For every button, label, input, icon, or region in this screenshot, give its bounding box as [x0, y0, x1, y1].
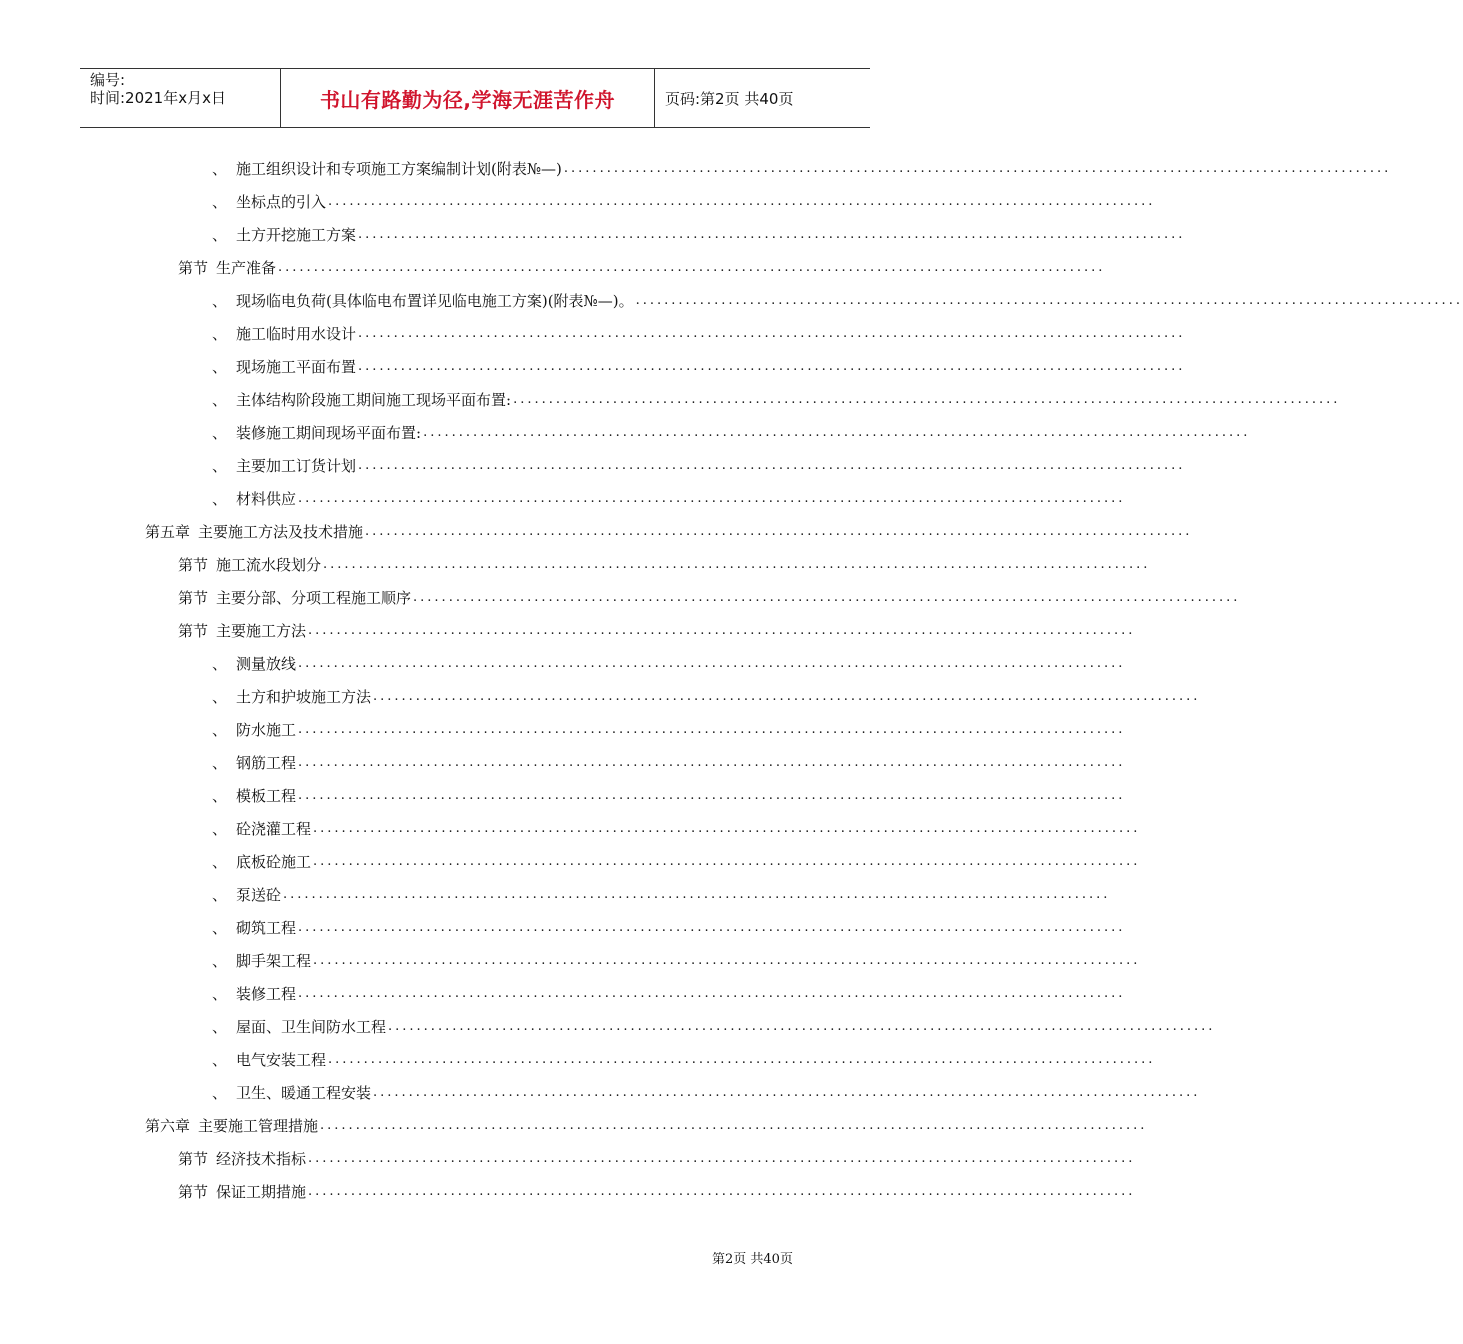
toc-entry[interactable]: [0, 515, 1193, 548]
toc-leader-dots: ....................................................................................................................: [313, 953, 1141, 968]
toc-entry-text: 脚手架工程: [236, 952, 312, 970]
toc-leader-dots: ....................................................................................................................: [298, 788, 1126, 803]
toc-entry-text: 电气安装工程: [236, 1051, 327, 1069]
toc-leader-dots: ....................................................................................................................: [298, 755, 1126, 770]
toc-entry-text: 现场施工平面布置: [236, 358, 357, 376]
toc-entry-text: 施工组织设计和专项施工方案编制计划(附表№—): [236, 160, 562, 178]
toc-entry-prefix: 第节: [178, 1150, 209, 1168]
toc-entry-title: [212, 686, 371, 707]
toc-entry-title: [212, 785, 296, 806]
toc-entry-title: [212, 422, 421, 443]
footer-page-number: 第2页 共40页: [712, 1252, 793, 1267]
toc-entry-text: 测量放线: [236, 655, 297, 673]
toc-entry-text: 主要施工方法: [216, 622, 307, 640]
toc-entry-title: [178, 587, 411, 608]
toc-entry-prefix: 、: [212, 655, 228, 673]
document-number-label: 编号:: [90, 71, 126, 89]
toc-entry[interactable]: [0, 746, 1126, 779]
toc-leader-dots: ....................................................................................................................: [320, 1118, 1148, 1133]
toc-entry-prefix: 、: [212, 391, 228, 409]
toc-entry-prefix: 第节: [178, 259, 209, 277]
toc-entry[interactable]: [0, 647, 1126, 680]
toc-entry-title: [145, 1115, 318, 1136]
toc-leader-dots: ....................................................................................................................: [388, 1019, 1216, 1034]
toc-entry-prefix: 第节: [178, 556, 209, 574]
toc-entry-text: 生产准备: [216, 259, 277, 277]
toc-entry-text: 现场临电负荷(具体临电布置详见临电施工方案)(附表№—)。: [236, 292, 634, 310]
toc-entry-title: [212, 455, 356, 476]
toc-entry-title: [212, 1049, 326, 1070]
toc-entry-title: [178, 620, 306, 641]
toc-entry-text: 主体结构阶段施工期间施工现场平面布置:: [236, 391, 512, 409]
toc-entry-title: [212, 356, 356, 377]
toc-entry-prefix: 、: [212, 160, 228, 178]
toc-entry[interactable]: [0, 1175, 1136, 1208]
toc-entry[interactable]: [0, 1010, 1216, 1043]
toc-entry[interactable]: [0, 482, 1126, 515]
toc-entry-prefix: 、: [212, 919, 228, 937]
toc-entry[interactable]: [0, 1142, 1136, 1175]
toc-entry-title: [212, 851, 311, 872]
toc-leader-dots: ....................................................................................................................: [358, 359, 1186, 374]
toc-entry-text: 经济技术指标: [216, 1150, 307, 1168]
toc-entry-title: [212, 917, 296, 938]
toc-entry-title: [212, 191, 326, 212]
toc-entry-prefix: 、: [212, 292, 228, 310]
toc-entry-prefix: 、: [212, 325, 228, 343]
toc-entry-title: [178, 1148, 306, 1169]
toc-leader-dots: ....................................................................................................................: [298, 920, 1126, 935]
toc-entry-text: 坐标点的引入: [236, 193, 327, 211]
toc-entry-prefix: 、: [212, 853, 228, 871]
toc-leader-dots: ....................................................................................................................: [635, 293, 1463, 308]
toc-entry-title: [212, 818, 311, 839]
toc-entry[interactable]: [0, 548, 1151, 581]
toc-entry[interactable]: [0, 251, 1106, 284]
toc-entry-prefix: 、: [212, 985, 228, 1003]
toc-entry-text: 钢筋工程: [236, 754, 297, 772]
toc-entry-title: [212, 752, 296, 773]
toc-entry-prefix: 、: [212, 193, 228, 211]
toc-entry-prefix: 、: [212, 490, 228, 508]
toc-leader-dots: ....................................................................................................................: [298, 722, 1126, 737]
toc-leader-dots: ....................................................................................................................: [278, 260, 1106, 275]
toc-entry-text: 施工流水段划分: [216, 556, 322, 574]
toc-entry-text: 土方和护坡施工方法: [236, 688, 372, 706]
toc-entry-text: 施工临时用水设计: [236, 325, 357, 343]
toc-entry-prefix: 、: [212, 754, 228, 772]
header-page-number: 页码:第2页 共40页: [665, 89, 794, 108]
toc-entry[interactable]: [0, 1076, 1201, 1109]
toc-entry[interactable]: [0, 779, 1126, 812]
toc-entry-text: 主要施工方法及技术措施: [198, 523, 364, 541]
toc-entry-title: [212, 719, 296, 740]
toc-entry-title: [212, 323, 356, 344]
page-header: [80, 68, 870, 128]
toc-entry-prefix: 、: [212, 787, 228, 805]
toc-entry-title: [212, 983, 296, 1004]
toc-entry-title: [212, 488, 296, 509]
toc-entry-prefix: 、: [212, 1051, 228, 1069]
header-meta: [80, 69, 281, 127]
toc-entry[interactable]: [0, 416, 1251, 449]
toc-entry-text: 材料供应: [236, 490, 297, 508]
toc-entry-title: [178, 1181, 306, 1202]
toc-entry-text: 装修施工期间现场平面布置:: [236, 424, 422, 442]
toc-entry[interactable]: [0, 185, 1156, 218]
toc-entry[interactable]: [0, 1043, 1156, 1076]
toc-leader-dots: ....................................................................................................................: [298, 491, 1126, 506]
toc-leader-dots: ....................................................................................................................: [323, 557, 1151, 572]
toc-entry-text: 砌筑工程: [236, 919, 297, 937]
toc-leader-dots: ....................................................................................................................: [283, 887, 1111, 902]
document-time-label: 时间:2021年x月x日: [90, 89, 226, 107]
toc-entry[interactable]: [0, 713, 1126, 746]
toc-entry-prefix: 第五章: [145, 523, 191, 541]
toc-entry-text: 主要施工管理措施: [198, 1117, 319, 1135]
toc-entry-title: [212, 950, 311, 971]
toc-leader-dots: ....................................................................................................................: [298, 656, 1126, 671]
toc-entry[interactable]: [0, 152, 1392, 185]
toc-leader-dots: ....................................................................................................................: [308, 1151, 1136, 1166]
toc-entry-prefix: 第节: [178, 1183, 209, 1201]
toc-entry-prefix: 、: [212, 1018, 228, 1036]
toc-entry[interactable]: [0, 317, 1186, 350]
toc-entry-text: 砼浇灌工程: [236, 820, 312, 838]
toc-leader-dots: ....................................................................................................................: [308, 623, 1136, 638]
toc-entry-prefix: 第节: [178, 589, 209, 607]
toc-leader-dots: ....................................................................................................................: [358, 458, 1186, 473]
toc-entry-prefix: 第六章: [145, 1117, 191, 1135]
toc-entry-prefix: 、: [212, 1084, 228, 1102]
toc-entry-title: [178, 554, 321, 575]
toc-entry[interactable]: [0, 383, 1341, 416]
toc-entry-prefix: 、: [212, 358, 228, 376]
toc-entry[interactable]: [0, 449, 1186, 482]
header-motto: 书山有路勤为径,学海无涯苦作舟: [281, 69, 655, 127]
toc-leader-dots: ....................................................................................................................: [563, 161, 1392, 176]
toc-entry-text: 卫生、暖通工程安装: [236, 1084, 372, 1102]
toc-leader-dots: ....................................................................................................................: [313, 854, 1141, 869]
toc-entry[interactable]: [0, 284, 1463, 317]
toc-entry-prefix: 、: [212, 820, 228, 838]
toc-leader-dots: ....................................................................................................................: [298, 986, 1126, 1001]
toc-entry-title: [212, 290, 634, 311]
toc-leader-dots: ....................................................................................................................: [358, 326, 1186, 341]
toc-entry[interactable]: [0, 944, 1141, 977]
toc-leader-dots: ....................................................................................................................: [328, 194, 1156, 209]
toc-leader-dots: ....................................................................................................................: [308, 1184, 1136, 1199]
toc-entry-title: [212, 389, 511, 410]
toc-entry[interactable]: [0, 845, 1141, 878]
toc-leader-dots: ....................................................................................................................: [313, 821, 1141, 836]
toc-entry-text: 主要加工订货计划: [236, 457, 357, 475]
toc-entry[interactable]: [0, 812, 1141, 845]
toc-entry-title: [178, 257, 276, 278]
toc-entry-prefix: 、: [212, 226, 228, 244]
toc-entry-title: [212, 1082, 371, 1103]
toc-leader-dots: ....................................................................................................................: [328, 1052, 1156, 1067]
toc-entry-text: 泵送砼: [236, 886, 282, 904]
toc-entry[interactable]: [0, 680, 1201, 713]
toc-entry-title: [212, 224, 356, 245]
toc-leader-dots: ....................................................................................................................: [373, 1085, 1201, 1100]
table-of-contents: [0, 152, 1463, 1208]
toc-leader-dots: ....................................................................................................................: [413, 590, 1241, 605]
toc-entry-prefix: 、: [212, 721, 228, 739]
toc-entry[interactable]: [0, 977, 1126, 1010]
toc-entry-title: [212, 653, 296, 674]
toc-entry-text: 土方开挖施工方案: [236, 226, 357, 244]
toc-entry-title: [212, 1016, 386, 1037]
toc-entry-title: [212, 158, 562, 179]
toc-leader-dots: ....................................................................................................................: [365, 524, 1193, 539]
toc-leader-dots: ....................................................................................................................: [513, 392, 1341, 407]
toc-entry[interactable]: [0, 911, 1126, 944]
toc-entry[interactable]: [0, 878, 1111, 911]
toc-entry-prefix: 、: [212, 952, 228, 970]
toc-entry-text: 装修工程: [236, 985, 297, 1003]
toc-entry-text: 主要分部、分项工程施工顺序: [216, 589, 412, 607]
toc-leader-dots: ....................................................................................................................: [423, 425, 1251, 440]
toc-entry-title: [212, 884, 281, 905]
toc-leader-dots: ....................................................................................................................: [358, 227, 1186, 242]
toc-entry[interactable]: [0, 1109, 1148, 1142]
toc-entry-prefix: 第节: [178, 622, 209, 640]
toc-entry-prefix: 、: [212, 424, 228, 442]
toc-leader-dots: ....................................................................................................................: [373, 689, 1201, 704]
toc-entry-title: [145, 521, 363, 542]
toc-entry[interactable]: [0, 350, 1186, 383]
toc-entry-text: 屋面、卫生间防水工程: [236, 1018, 387, 1036]
toc-entry[interactable]: [0, 218, 1186, 251]
toc-entry-text: 保证工期措施: [216, 1183, 307, 1201]
toc-entry[interactable]: [0, 581, 1241, 614]
toc-entry-prefix: 、: [212, 457, 228, 475]
toc-entry-text: 模板工程: [236, 787, 297, 805]
toc-entry[interactable]: [0, 614, 1136, 647]
toc-entry-prefix: 、: [212, 688, 228, 706]
toc-entry-prefix: 、: [212, 886, 228, 904]
toc-entry-text: 防水施工: [236, 721, 297, 739]
toc-entry-text: 底板砼施工: [236, 853, 312, 871]
